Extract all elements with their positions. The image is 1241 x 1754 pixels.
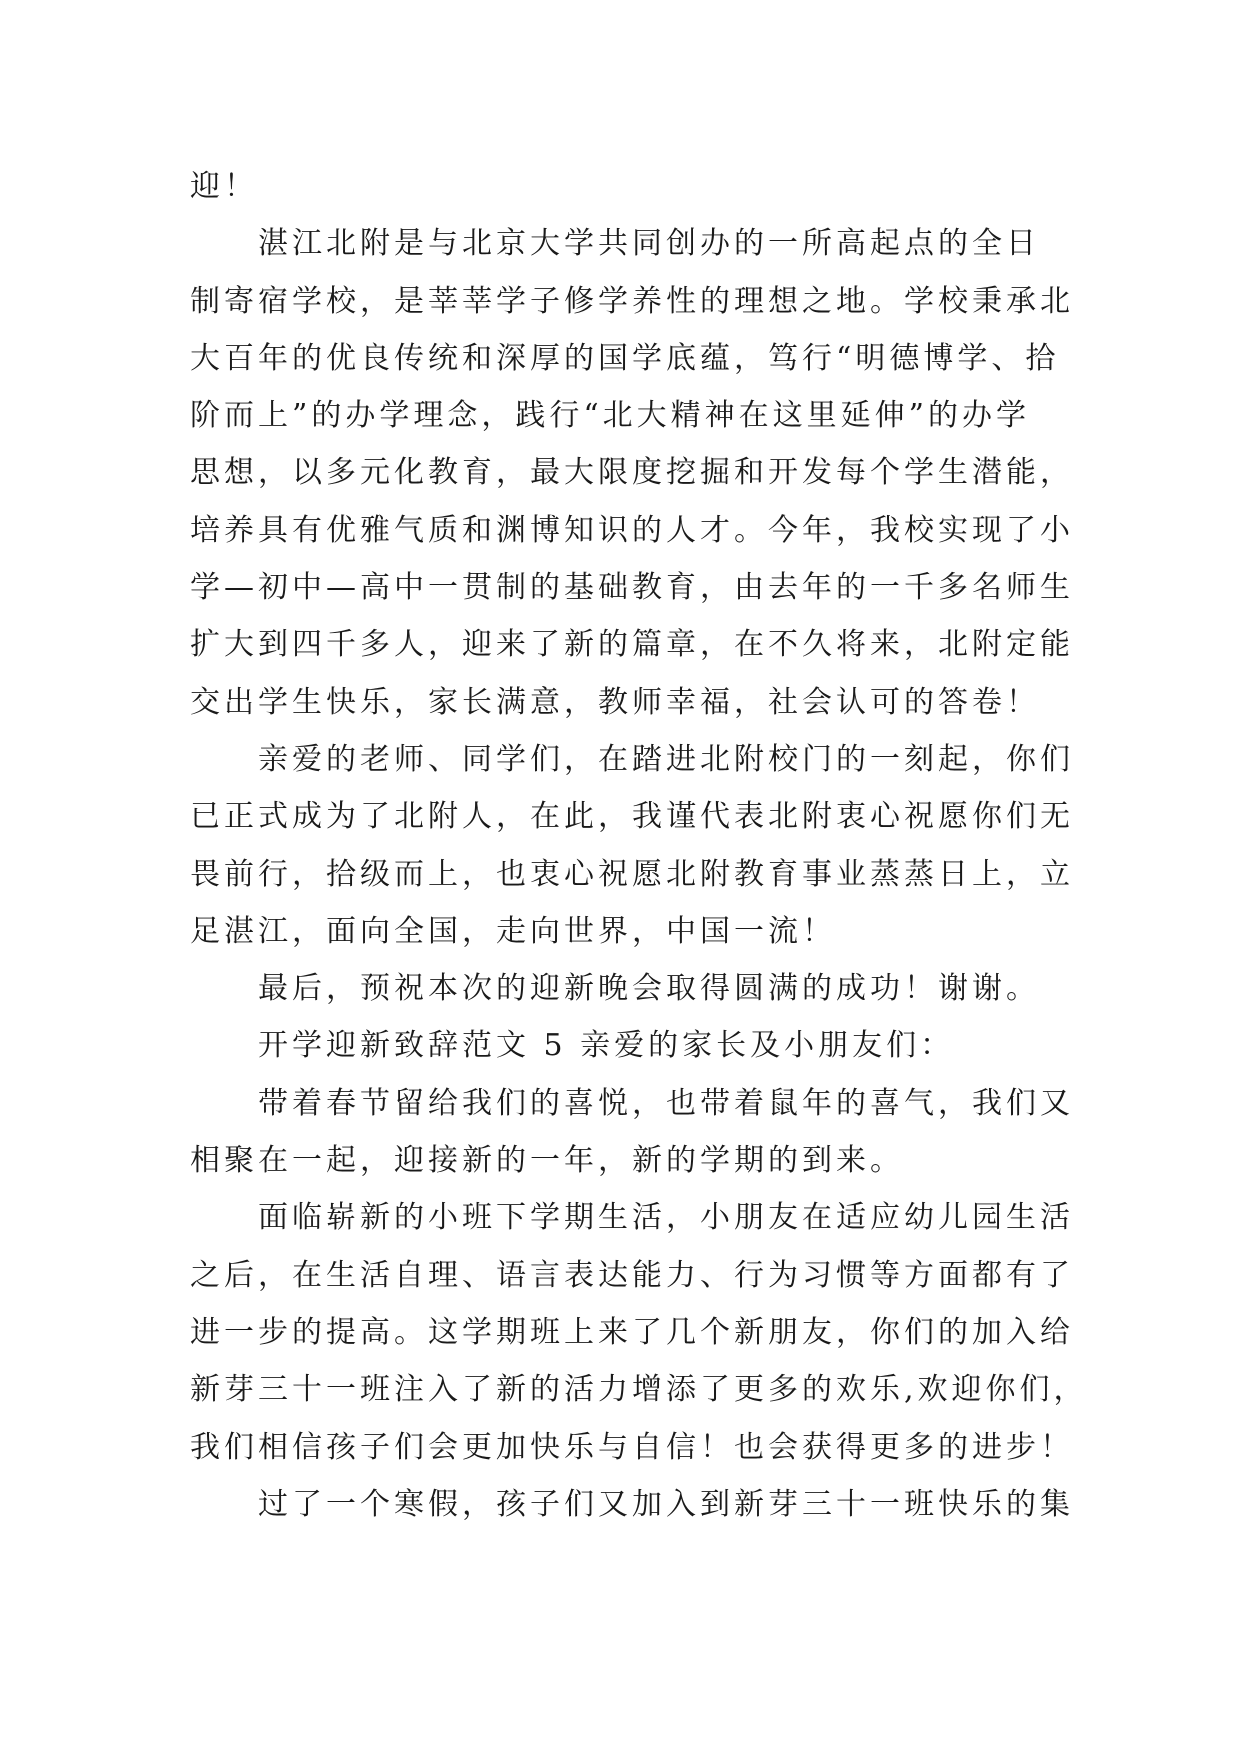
text-line: 开学迎新致辞范文 5 亲爱的家长及小朋友们： xyxy=(258,1028,955,1064)
text-line: 新芽三十一班注入了新的活力增添了更多的欢乐,欢迎你们， xyxy=(190,1372,1088,1408)
text-line: 湛江北附是与北京大学共同创办的一所高起点的全日 xyxy=(258,226,1040,262)
text-line: 之后，在生活自理、语言表达能力、行为习惯等方面都有了 xyxy=(190,1257,1074,1293)
text-line: 思想，以多元化教育，最大限度挖掘和开发每个学生潜能， xyxy=(190,455,1074,491)
text-line: 过了一个寒假，孩子们又加入到新芽三十一班快乐的集 xyxy=(258,1486,1074,1522)
text-line: 学—初中—高中一贯制的基础教育，由去年的一千多名师生 xyxy=(190,570,1074,606)
text-line: 亲爱的老师、同学们，在踏进北附校门的一刻起，你们 xyxy=(258,741,1074,777)
text-line: 最后，预祝本次的迎新晚会取得圆满的成功！谢谢。 xyxy=(258,971,1040,1007)
text-line: 相聚在一起，迎接新的一年，新的学期的到来。 xyxy=(190,1143,904,1179)
text-line: 培养具有优雅气质和渊博知识的人才。今年，我校实现了小 xyxy=(190,512,1074,548)
text-line: 扩大到四千多人，迎来了新的篇章，在不久将来，北附定能 xyxy=(190,627,1074,663)
text-line: 交出学生快乐，家长满意，教师幸福，社会认可的答卷！ xyxy=(190,684,1040,720)
text-line: 足湛江，面向全国，走向世界，中国一流！ xyxy=(190,913,836,949)
text-line: 面临崭新的小班下学期生活，小朋友在适应幼儿园生活 xyxy=(258,1200,1074,1236)
text-line: 已正式成为了北附人，在此，我谨代表北附衷心祝愿你们无 xyxy=(190,799,1074,835)
text-line: 我们相信孩子们会更加快乐与自信！也会获得更多的进步！ xyxy=(190,1429,1074,1465)
text-line: 进一步的提高。这学期班上来了几个新朋友，你们的加入给 xyxy=(190,1314,1074,1350)
document-body xyxy=(190,158,1088,1533)
text-line: 畏前行，拾级而上，也衷心祝愿北附教育事业蒸蒸日上，立 xyxy=(190,856,1074,892)
text-line: 大百年的优良传统和深厚的国学底蕴，笃行“明德博学、拾 xyxy=(190,340,1060,376)
text-line: 制寄宿学校，是莘莘学子修学养性的理想之地。学校秉承北 xyxy=(190,283,1074,319)
text-line: 带着春节留给我们的喜悦，也带着鼠年的喜气，我们又 xyxy=(258,1085,1074,1121)
text-line: 阶而上”的办学理念，践行“北大精神在这里延伸”的办学 xyxy=(190,398,1031,434)
text-line: 迎！ xyxy=(190,169,258,204)
